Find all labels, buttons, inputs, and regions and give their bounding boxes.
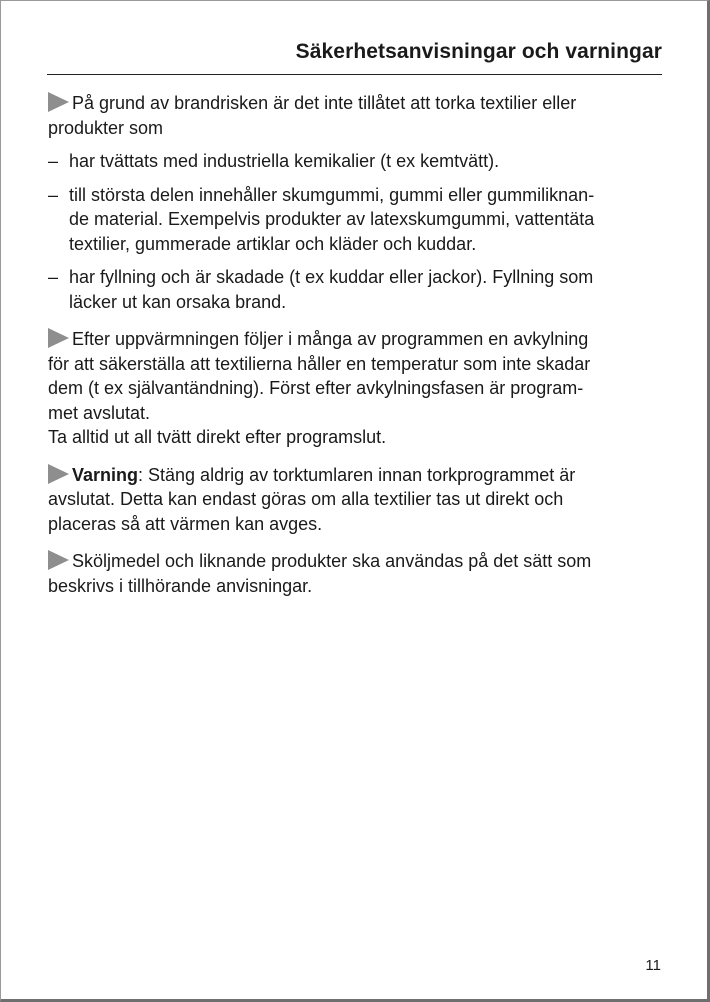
paragraph-line: avslutat. Detta kan endast göras om alla textilier tas ut direkt och xyxy=(48,489,564,509)
arrow-bullet-icon xyxy=(48,464,69,484)
paragraph-text: Sköljmedel och liknande produkter ska användas på det sätt som xyxy=(72,551,592,571)
header-divider xyxy=(47,74,662,75)
list-item-line: har tvättats med industriella kemikalier (t ex kemtvätt). xyxy=(69,151,500,171)
paragraph-fire-risk xyxy=(48,91,664,140)
list-item xyxy=(48,183,664,257)
paragraph-softener xyxy=(48,549,664,598)
page-number: 11 xyxy=(645,957,661,974)
paragraph-line xyxy=(48,327,664,352)
paragraph-text: Efter uppvärmningen följer i många av programmen en avkylning xyxy=(72,329,589,349)
warning-label: Varning xyxy=(72,464,139,485)
paragraph-line: beskrivs i tillhörande anvisningar. xyxy=(48,575,313,596)
arrow-bullet-icon xyxy=(48,328,69,348)
paragraph-cooling xyxy=(48,327,664,450)
paragraph-line: dem (t ex självantändning). Först efter avkylningsfasen är program- xyxy=(48,378,584,398)
paragraph-line: för att säkerställa att textilierna håller en temperatur som inte skadar xyxy=(48,353,591,374)
arrow-bullet-icon xyxy=(48,92,69,112)
page-title: Säkerhetsanvisningar och varningar xyxy=(295,40,662,63)
list-item xyxy=(48,149,664,174)
list-item-line: de material. Exempelvis produkter av latexskumgummi, vattentäta xyxy=(69,209,595,229)
paragraph-line xyxy=(48,549,664,574)
list-item-line: läcker ut kan orsaka brand. xyxy=(69,291,287,312)
dash-marker: – xyxy=(48,184,59,205)
paragraph-text: På grund av brandrisken är det inte tillåtet att torka textilier eller xyxy=(72,93,577,113)
paragraph-line: produkter som xyxy=(48,117,164,138)
paragraph-line xyxy=(48,91,664,116)
paragraph-line: Ta alltid ut all tvätt direkt efter programslut. xyxy=(48,427,387,447)
list-item-line: till största delen innehåller skumgummi, gummi eller gummiliknan- xyxy=(69,184,595,205)
paragraph-warning xyxy=(48,463,664,537)
arrow-bullet-icon xyxy=(48,550,69,570)
list-item-line: textilier, gummerade artiklar och kläder och kuddar. xyxy=(69,233,477,254)
list-item xyxy=(48,265,664,314)
paragraph-line: placeras så att värmen kan avges. xyxy=(48,513,323,534)
list-item-line: har fyllning och är skadade (t ex kuddar eller jackor). Fyllning som xyxy=(69,267,594,287)
dash-marker: – xyxy=(48,267,59,287)
paragraph-line xyxy=(48,463,664,488)
dash-marker: – xyxy=(48,151,59,171)
document-body xyxy=(48,91,664,611)
paragraph-text: : Stäng aldrig av torktumlaren innan torkprogrammet är xyxy=(138,464,576,485)
paragraph-line: met avslutat. xyxy=(48,402,151,423)
